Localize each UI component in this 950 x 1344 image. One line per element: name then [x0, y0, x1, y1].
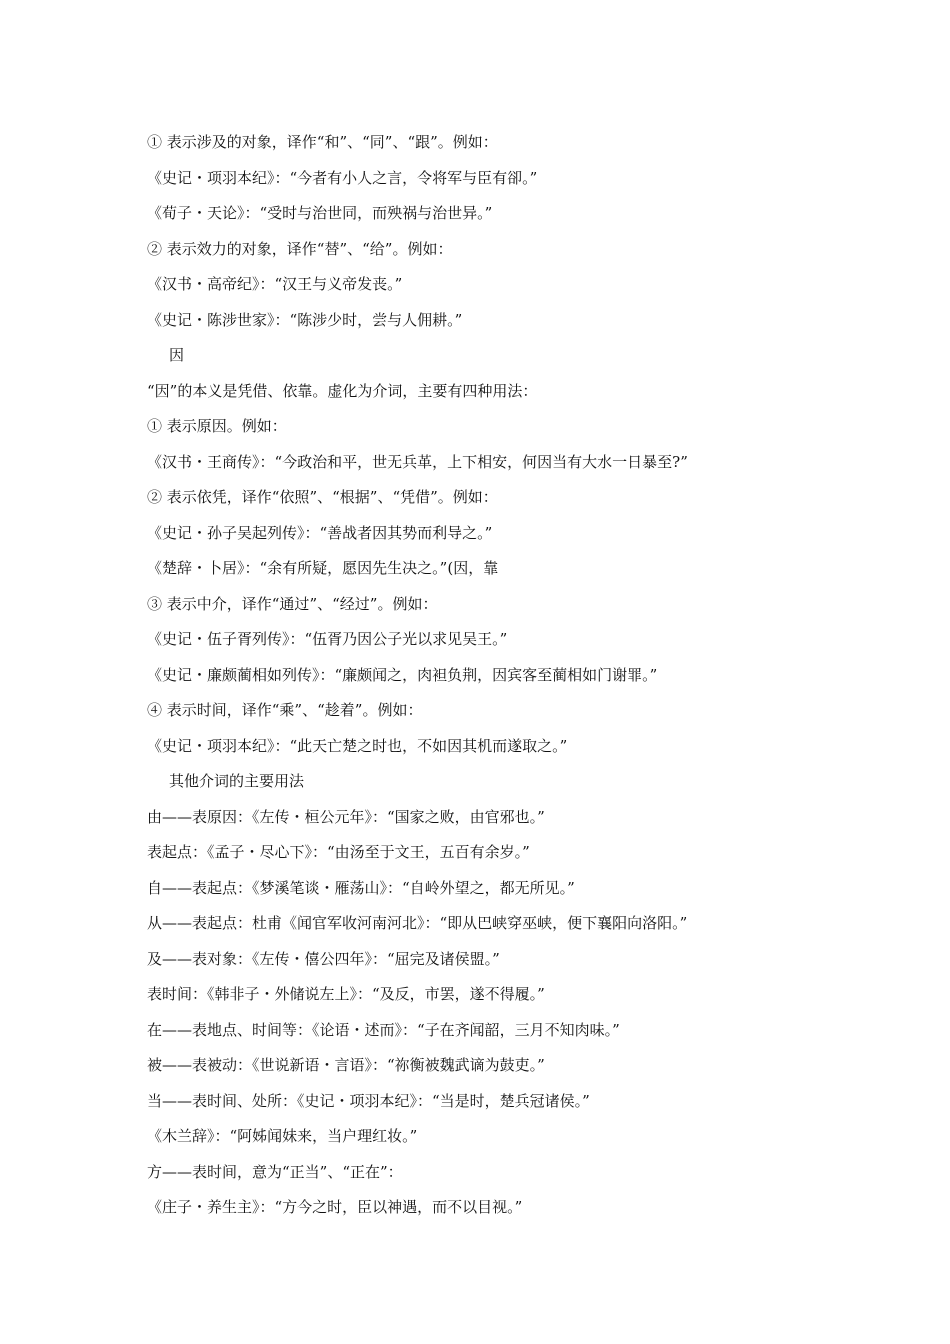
paragraph-line: 《汉书・王商传》：“今政治和平，世无兵革，上下相安，何因当有大水一日暴至?” — [147, 452, 688, 471]
paragraph-line: 《楚辞・卜居》：“余有所疑，愿因先生决之。”(因，靠 — [147, 559, 499, 577]
paragraph-line: ② 表示效力的对象，译作“替”、“给”。例如： — [147, 239, 453, 258]
paragraph-line: ① 表示原因。例如： — [147, 417, 287, 435]
paragraph-line: 在——表地点、时间等：《论语・述而》：“子在齐闻韶，三月不知肉味。” — [147, 1020, 620, 1039]
paragraph-line: 表起点：《孟子・尽心下》：“由汤至于文王，五百有余岁。” — [147, 843, 530, 861]
paragraph-line: 《史记・廉颇蔺相如列传》：“廉颇闻之，肉袒负荆，因宾客至蔺相如门谢罪。” — [147, 665, 658, 684]
paragraph-line: ① 表示涉及的对象，译作“和”、“同”、“跟”。例如： — [147, 133, 498, 151]
paragraph-line: 由——表原因：《左传・桓公元年》：“国家之败，由官邪也。” — [147, 807, 545, 826]
paragraph-line: 《史记・项羽本纪》：“今者有小人之言，令将军与臣有卻。” — [147, 168, 538, 187]
paragraph-line: 《汉书・高帝纪》：“汉王与义帝发丧。” — [147, 275, 403, 293]
paragraph-line: 方——表时间，意为“正当”、“正在”： — [147, 1162, 403, 1181]
paragraph-line: 《史记・陈涉世家》：“陈涉少时，尝与人佣耕。” — [147, 310, 463, 329]
paragraph-line: 当——表时间、处所：《史记・项羽本纪》：“当是时，楚兵冠诸侯。” — [147, 1091, 590, 1110]
paragraph-line: 《荀子・天论》：“受时与治世同，而殃祸与治世异。” — [147, 204, 493, 222]
paragraph-line: ② 表示依凭，译作“依照”、“根据”、“凭借”。例如： — [147, 488, 498, 506]
paragraph-line: 从——表起点：杜甫《闻官军收河南河北》：“即从巴峡穿巫峡，便下襄阳向洛阳。” — [147, 914, 688, 932]
paragraph-line: 《史记・孙子吴起列传》：“善战者因其势而利导之。” — [147, 523, 493, 542]
paragraph-line: ④ 表示时间，译作“乘”、“趁着”。例如： — [147, 701, 423, 719]
paragraph-line: 《史记・伍子胥列传》：“伍胥乃因公子光以求见吴王。” — [147, 630, 508, 648]
document-body — [147, 125, 827, 1226]
paragraph-line: 《庄子・养生主》：“方今之时，臣以神遇，而不以目视。” — [147, 1198, 523, 1216]
paragraph-line: 被——表被动：《世说新语・言语》：“祢衡被魏武谪为鼓吏。” — [147, 1056, 545, 1074]
section-heading: 其他介词的主要用法 — [169, 772, 305, 790]
paragraph-line: 《史记・项羽本纪》：“此天亡楚之时也，不如因其机而遂取之。” — [147, 736, 568, 755]
section-heading: 因 — [169, 346, 185, 364]
paragraph-line: 及——表对象：《左传・僖公四年》：“屈完及诸侯盟。” — [147, 949, 500, 968]
paragraph-line: ③ 表示中介，译作“通过”、“经过”。例如： — [147, 594, 438, 613]
paragraph-line: “因”的本义是凭借、依靠。虚化为介词，主要有四种用法： — [147, 381, 538, 400]
paragraph-line: 自——表起点：《梦溪笔谈・雁荡山》：“自岭外望之，都无所见。” — [147, 878, 575, 897]
paragraph-line: 表时间：《韩非子・外储说左上》：“及反，市罢，遂不得履。” — [147, 985, 545, 1003]
paragraph-line: 《木兰辞》：“阿姊闻妹来，当户理红妆。” — [147, 1127, 418, 1145]
